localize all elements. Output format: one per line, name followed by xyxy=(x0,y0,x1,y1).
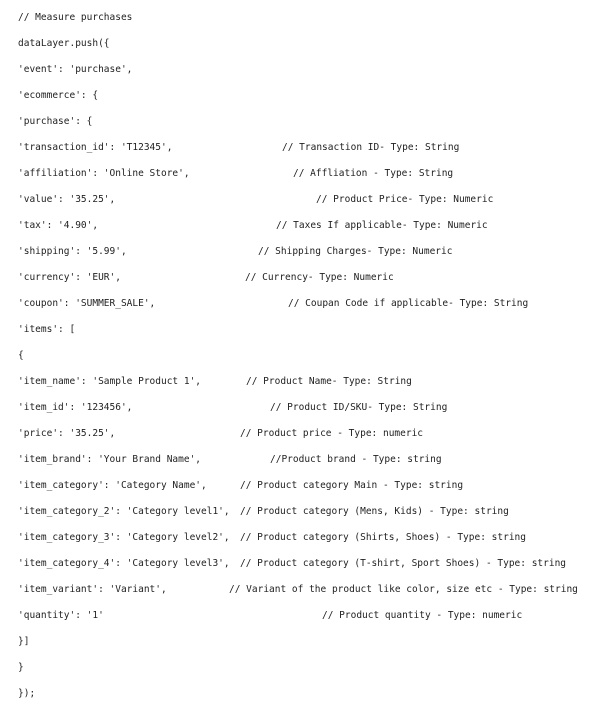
code-line: 'value': '35.25', xyxy=(18,194,116,205)
code-line: 'items': [ xyxy=(18,324,76,335)
code-line: 'price': '35.25', xyxy=(18,428,116,439)
code-line: // Measure purchases xyxy=(18,12,133,23)
code-comment: // Product category Main - Type: string xyxy=(240,480,464,491)
code-comment: // Product category (T-shirt, Sport Shoes) - Type: string xyxy=(240,558,567,569)
code-line: 'ecommerce': { xyxy=(18,90,99,101)
code-line: 'tax': '4.90', xyxy=(18,220,99,231)
code-line: 'purchase': { xyxy=(18,116,93,127)
code-line: 'item_category_4': 'Category level3', xyxy=(18,558,230,569)
code-comment: // Transaction ID- Type: String xyxy=(282,142,460,153)
code-comment: // Affliation - Type: String xyxy=(293,168,454,179)
code-line: { xyxy=(18,350,24,361)
code-line: 'shipping': '5.99', xyxy=(18,246,127,257)
code-line: 'currency': 'EUR', xyxy=(18,272,121,283)
code-line: 'item_category': 'Category Name', xyxy=(18,480,207,491)
code-line: 'affiliation': 'Online Store', xyxy=(18,168,190,179)
code-comment: // Product quantity - Type: numeric xyxy=(322,610,523,621)
code-line: 'transaction_id': 'T12345', xyxy=(18,142,173,153)
code-comment: // Shipping Charges- Type: Numeric xyxy=(258,246,453,257)
code-comment: // Currency- Type: Numeric xyxy=(245,272,394,283)
code-line: }); xyxy=(18,688,36,699)
code-comment: // Product category (Shirts, Shoes) - Type: string xyxy=(240,532,526,543)
code-line: 'item_category_3': 'Category level2', xyxy=(18,532,230,543)
code-comment: // Taxes If applicable- Type: Numeric xyxy=(276,220,488,231)
code-line: 'quantity': '1' xyxy=(18,610,104,621)
code-comment: // Coupan Code if applicable- Type: String xyxy=(288,298,529,309)
code-line: 'item_id': '123456', xyxy=(18,402,133,413)
code-comment: // Product price - Type: numeric xyxy=(240,428,424,439)
code-comment: // Product category (Mens, Kids) - Type: string xyxy=(240,506,509,517)
code-comment: // Variant of the product like color, size etc - Type: string xyxy=(229,584,578,595)
code-comment: // Product Name- Type: String xyxy=(246,376,412,387)
code-line: 'coupon': 'SUMMER_SALE', xyxy=(18,298,156,309)
code-comment: // Product Price- Type: Numeric xyxy=(316,194,494,205)
code-line: 'item_variant': 'Variant', xyxy=(18,584,167,595)
code-line: 'event': 'purchase', xyxy=(18,64,133,75)
code-comment: // Product ID/SKU- Type: String xyxy=(270,402,448,413)
code-line: 'item_name': 'Sample Product 1', xyxy=(18,376,202,387)
code-line: 'item_category_2': 'Category level1', xyxy=(18,506,230,517)
code-comment: //Product brand - Type: string xyxy=(270,454,442,465)
code-line: 'item_brand': 'Your Brand Name', xyxy=(18,454,202,465)
code-line: dataLayer.push({ xyxy=(18,38,110,49)
code-line: }] xyxy=(18,636,30,647)
code-line: } xyxy=(18,662,24,673)
